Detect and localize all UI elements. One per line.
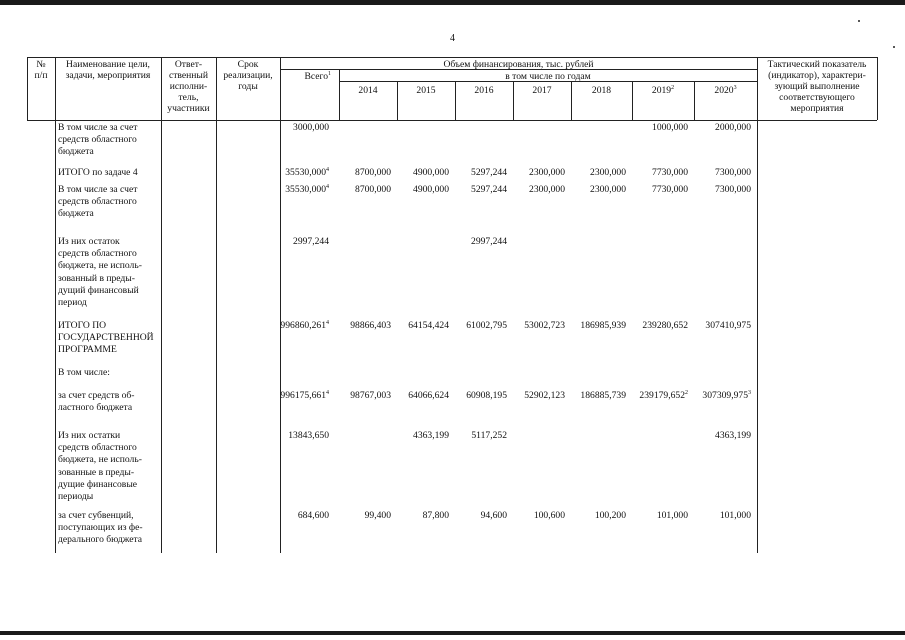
body-column-divider <box>55 120 56 553</box>
row-name: периоды <box>58 491 94 502</box>
row-name: бюджета, не исполь- <box>58 260 142 272</box>
row-total: 13843,650 <box>288 430 329 441</box>
header-year: 2018 <box>591 85 612 96</box>
row-name: ГОСУДАРСТВЕННОЙ <box>58 332 154 344</box>
header-indicator: зующий выполнение <box>774 81 860 92</box>
header-responsible: тель, <box>178 92 199 103</box>
row-total: 684,600 <box>297 510 329 521</box>
header-total: Всего$^1$ <box>304 71 331 82</box>
row-year-value: 100,200 <box>594 510 626 521</box>
row-year-value: 98866,403 <box>350 320 391 331</box>
row-year-value: 101,000 <box>719 510 751 521</box>
row-total: 35530,000$^4$ <box>285 167 329 178</box>
row-year-value: 94,600 <box>480 510 507 521</box>
row-total: 3000,000 <box>293 122 329 133</box>
row-year-value: 87,800 <box>422 510 449 521</box>
row-year-value: 307309,975$^3$ <box>702 390 751 401</box>
row-year-value: 7730,000 <box>652 184 688 195</box>
row-year-value: 2300,000 <box>529 167 565 178</box>
header-responsible: ственный <box>168 70 209 81</box>
header-indicator: Тактический показатель <box>767 59 867 70</box>
row-year-value: 239179,652$^2$ <box>639 390 688 401</box>
header-indicator: соответствующего <box>779 92 855 103</box>
header-name: задачи, мероприятия <box>65 70 151 81</box>
header-name: Наименование цели, <box>66 59 150 70</box>
header-number: № <box>36 59 46 70</box>
row-name: Из них остаток <box>58 236 120 247</box>
scan-speck <box>893 46 895 48</box>
row-year-value: 4900,000 <box>413 167 449 178</box>
header-term: реализации, <box>223 70 273 81</box>
header-term: Срок <box>237 59 259 70</box>
row-year-value: 64154,424 <box>408 320 449 331</box>
row-year-value: 2997,244 <box>471 236 507 247</box>
body-column-divider <box>757 120 758 553</box>
header-year: 2015 <box>416 85 436 96</box>
row-year-value: 2300,000 <box>529 184 565 195</box>
body-column-divider <box>216 120 217 553</box>
header-by-years: в том числе по годам <box>505 71 591 82</box>
header-number: п/п <box>34 70 48 81</box>
row-name: дерального бюджета <box>58 534 143 546</box>
row-name: ИТОГО ПО <box>58 320 107 331</box>
row-year-value: 4363,199 <box>413 430 449 441</box>
row-year-value: 100,600 <box>533 510 565 521</box>
row-name: В том числе за счет <box>58 184 138 195</box>
row-name: дущие финансовые <box>58 478 138 490</box>
row-name: бюджета, не исполь- <box>58 454 142 466</box>
header-year: 2017 <box>532 85 552 96</box>
header-indicator: мероприятия <box>790 103 844 114</box>
row-year-value: 98767,003 <box>350 390 391 401</box>
row-name: средств областного <box>58 134 137 146</box>
row-year-value: 99,400 <box>364 510 391 521</box>
row-year-value: 186885,739 <box>580 390 626 401</box>
row-name: ИТОГО по задаче 4 <box>58 167 138 178</box>
header-year: 2020$^3$ <box>714 85 737 96</box>
row-name: за счет субвенций, <box>58 510 134 521</box>
row-name: за счет средств об- <box>58 390 135 401</box>
row-name: средств областного <box>58 196 137 208</box>
header-year: 2014 <box>358 85 378 96</box>
row-name: бюджета <box>58 146 94 158</box>
row-name: дущий финансовый <box>58 284 139 296</box>
page-number: 4 <box>450 33 455 44</box>
row-year-value: 5297,244 <box>471 184 507 195</box>
row-total: 35530,000$^4$ <box>285 184 329 195</box>
scan-speck <box>858 20 860 22</box>
row-year-value: 7300,000 <box>715 184 751 195</box>
row-year-value: 2300,000 <box>590 184 626 195</box>
header-responsible: участники <box>167 103 210 114</box>
table-top-border <box>27 57 877 58</box>
row-name: зованные в преды- <box>58 466 135 478</box>
column-divider <box>877 57 878 120</box>
row-name: средств областного <box>58 248 137 260</box>
row-year-value: 7300,000 <box>715 167 751 178</box>
header-indicator: (индикатор), характери- <box>768 70 866 81</box>
row-name: В том числе за счет <box>58 122 138 133</box>
row-name: ластного бюджета <box>58 402 133 414</box>
row-year-value: 52902,123 <box>524 390 565 401</box>
row-total: 996860,261$^4$ <box>280 320 329 331</box>
row-name: период <box>58 297 87 308</box>
header-term: годы <box>238 81 258 92</box>
header-year: 2016 <box>474 85 494 96</box>
row-year-value: 8700,000 <box>355 167 391 178</box>
row-year-value: 61002,795 <box>466 320 507 331</box>
row-year-value: 239280,652 <box>642 320 688 331</box>
row-year-value: 307410,975 <box>705 320 751 331</box>
row-total: 2997,244 <box>293 236 329 247</box>
row-year-value: 5117,252 <box>471 430 507 441</box>
row-year-value: 60908,195 <box>466 390 507 401</box>
row-year-value: 2300,000 <box>590 167 626 178</box>
row-year-value: 1000,000 <box>652 122 688 133</box>
row-year-value: 64066,624 <box>408 390 449 401</box>
row-name: В том числе: <box>58 367 110 378</box>
row-year-value: 4900,000 <box>413 184 449 195</box>
row-year-value: 2000,000 <box>715 122 751 133</box>
row-total: 996175,661$^4$ <box>280 390 329 401</box>
row-year-value: 186985,939 <box>580 320 626 331</box>
bottom-scan-border <box>0 631 905 635</box>
row-name: Из них остатки <box>58 430 121 441</box>
row-year-value: 101,000 <box>656 510 688 521</box>
row-year-value: 5297,244 <box>471 167 507 178</box>
row-year-value: 8700,000 <box>355 184 391 195</box>
header-bottom-border <box>27 120 877 121</box>
body-column-divider <box>161 120 162 553</box>
top-scan-border <box>0 0 905 5</box>
header-year: 2019$^2$ <box>651 85 675 96</box>
row-name: средств областного <box>58 442 137 454</box>
header-responsible: исполни- <box>169 81 208 92</box>
row-name: ПРОГРАММЕ <box>58 344 117 356</box>
row-year-value: 53002,723 <box>524 320 565 331</box>
row-year-value: 4363,199 <box>715 430 751 441</box>
row-name: бюджета <box>58 208 94 220</box>
row-name: поступающих из фе- <box>58 522 143 534</box>
header-responsible: Ответ- <box>174 59 203 70</box>
header-funding: Объем финансирования, тыс. рублей <box>443 59 594 70</box>
row-name: зованный в преды- <box>58 272 135 284</box>
row-year-value: 7730,000 <box>652 167 688 178</box>
